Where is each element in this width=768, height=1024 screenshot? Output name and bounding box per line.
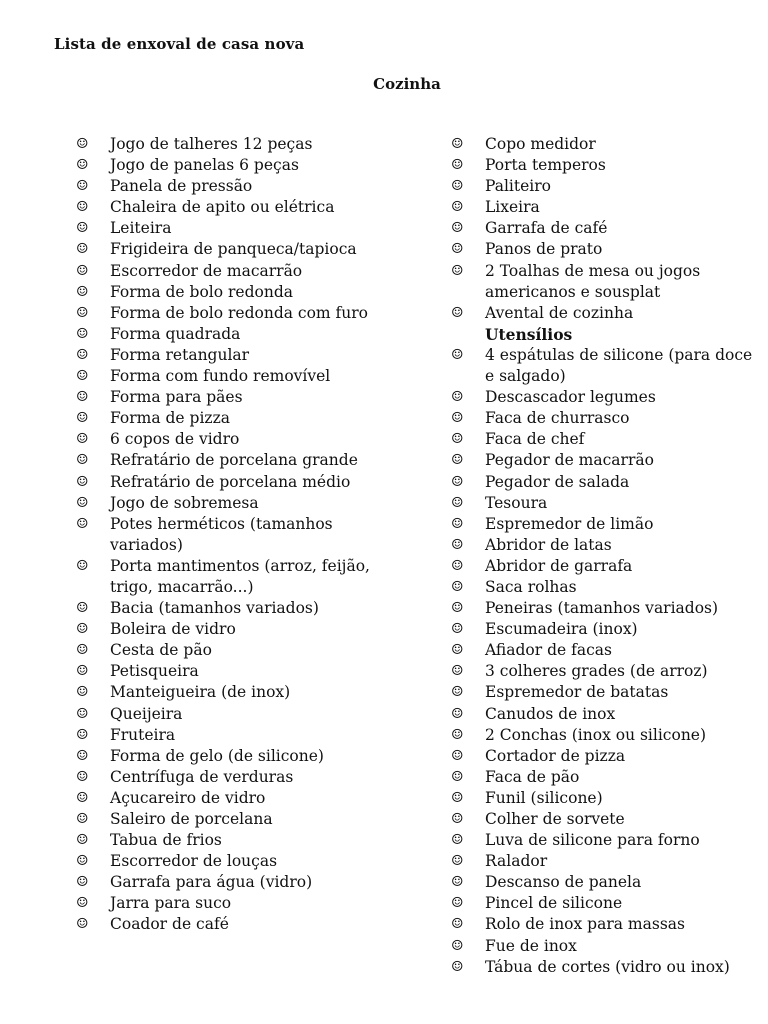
list-item-label: Chaleira de apito ou elétrica (110, 198, 335, 217)
list-item-label: Pincel de silicone (485, 894, 623, 913)
smiley-bullet-icon: ☺ (451, 600, 464, 617)
smiley-bullet-icon: ☺ (451, 768, 464, 785)
list-item (451, 577, 763, 598)
smiley-bullet-icon: ☺ (451, 832, 464, 849)
smiley-bullet-icon: ☺ (76, 789, 89, 806)
smiley-bullet-icon: ☺ (76, 663, 89, 680)
list-item-label: Refratário de porcelana médio (110, 472, 351, 491)
list-item (76, 324, 396, 345)
list-item (451, 345, 763, 387)
list-item (451, 387, 763, 408)
list-item-label: Garrafa de café (485, 219, 608, 238)
smiley-bullet-icon: ☺ (76, 811, 89, 827)
list-item-label: Tesoura (485, 493, 548, 512)
list-item-label: Descanso de panela (485, 873, 642, 892)
list-item (451, 851, 763, 872)
smiley-bullet-icon: ☺ (76, 494, 89, 511)
smiley-bullet-icon: ☺ (451, 642, 464, 659)
list-item-label: Cortador de pizza (485, 746, 626, 765)
list-item-label: Funil (silicone) (485, 788, 603, 807)
list-item-label: 3 colheres grades (de arroz) (485, 662, 708, 681)
smiley-bullet-icon: ☺ (76, 325, 89, 342)
list-item (76, 261, 396, 282)
list-item-label: Abridor de latas (485, 535, 612, 554)
list-item (76, 640, 396, 661)
list-item (451, 640, 763, 661)
list-item-label: Escorredor de louças (110, 852, 278, 871)
list-item (76, 429, 396, 450)
smiley-bullet-icon: ☺ (76, 621, 89, 638)
list-item-label: 6 copos de vidro (110, 430, 240, 449)
smiley-bullet-icon: ☺ (76, 452, 89, 469)
list-item-label: Afiador de facas (485, 641, 612, 660)
list-item (76, 472, 396, 493)
right-group-b (451, 345, 763, 978)
list-item (76, 493, 396, 514)
list-item-label: Açucareiro de vidro (110, 788, 266, 807)
list-item (76, 682, 396, 703)
smiley-bullet-icon: ☺ (451, 937, 464, 954)
smiley-bullet-icon: ☺ (451, 789, 464, 806)
right-checklist (451, 134, 763, 978)
list-item (451, 893, 763, 914)
smiley-bullet-icon: ☺ (451, 684, 464, 701)
list-item-label: Bacia (tamanhos variados) (110, 599, 319, 618)
list-item (76, 893, 396, 914)
list-item-label: Forma retangular (110, 345, 250, 364)
list-item-label: Canudos de inox (485, 704, 616, 723)
list-item-label: Faca de churrasco (485, 409, 630, 428)
list-item-label: Ralador (485, 852, 548, 871)
list-item-label: Jogo de talheres 12 peças (110, 135, 313, 153)
list-item-label: Cesta de pão (110, 641, 212, 660)
list-item (451, 472, 763, 493)
list-item-label: Leiteira (110, 219, 172, 238)
list-item (451, 535, 763, 556)
list-item-label: Descascador legumes (485, 388, 656, 407)
smiley-bullet-icon: ☺ (451, 452, 464, 469)
list-item-label: Saca rolhas (485, 577, 577, 596)
smiley-bullet-icon: ☺ (76, 600, 89, 617)
smiley-bullet-icon: ☺ (451, 874, 464, 891)
list-item-label: Forma de pizza (110, 409, 230, 428)
list-item (451, 767, 763, 788)
smiley-bullet-icon: ☺ (76, 136, 89, 152)
smiley-bullet-icon: ☺ (451, 726, 464, 743)
smiley-bullet-icon: ☺ (76, 916, 89, 933)
list-item (451, 155, 763, 176)
smiley-bullet-icon: ☺ (451, 663, 464, 680)
list-item-label: Panela de pressão (110, 177, 253, 196)
smiley-bullet-icon: ☺ (451, 515, 464, 532)
list-item-label: Tabua de frios (110, 831, 222, 850)
list-item-label: Jarra para suco (110, 894, 232, 913)
list-item-label: Boleira de vidro (110, 620, 236, 639)
list-item (76, 830, 396, 851)
list-item (451, 872, 763, 893)
list-item (451, 176, 763, 197)
smiley-bullet-icon: ☺ (451, 578, 464, 595)
list-item (76, 134, 396, 155)
smiley-bullet-icon: ☺ (451, 431, 464, 448)
list-item-label: Forma de bolo redonda (110, 282, 293, 301)
list-item (451, 261, 763, 303)
list-item (451, 914, 763, 935)
list-item-label: Forma para pães (110, 388, 243, 407)
list-item (76, 218, 396, 239)
list-item (451, 197, 763, 218)
list-item (76, 366, 396, 387)
smiley-bullet-icon: ☺ (76, 157, 89, 174)
smiley-bullet-icon: ☺ (451, 494, 464, 511)
list-item (76, 282, 396, 303)
smiley-bullet-icon: ☺ (76, 684, 89, 701)
list-item (76, 809, 396, 830)
list-item (76, 303, 396, 324)
list-item (76, 619, 396, 640)
smiley-bullet-icon: ☺ (76, 304, 89, 321)
list-item-label: Porta mantimentos (arroz, feijão, trigo, macarrão...) (110, 556, 370, 596)
list-item-label: Refratário de porcelana grande (110, 451, 358, 470)
smiley-bullet-icon: ☺ (451, 557, 464, 574)
right-group-a (451, 134, 763, 324)
smiley-bullet-icon: ☺ (451, 853, 464, 870)
smiley-bullet-icon: ☺ (76, 220, 89, 237)
smiley-bullet-icon: ☺ (451, 811, 464, 827)
smiley-bullet-icon: ☺ (76, 642, 89, 659)
section-title-cozinha: Cozinha (373, 75, 441, 93)
list-item (451, 746, 763, 767)
list-item-label: Avental de cozinha (485, 303, 634, 322)
list-item (451, 661, 763, 682)
list-item-label: Queijeira (110, 704, 183, 723)
list-item-label: Saleiro de porcelana (110, 810, 273, 828)
list-item-label: Forma de gelo (de silicone) (110, 746, 324, 765)
list-item-label: Petisqueira (110, 662, 199, 681)
smiley-bullet-icon: ☺ (76, 410, 89, 427)
list-item (76, 197, 396, 218)
smiley-bullet-icon: ☺ (451, 157, 464, 174)
list-item (76, 851, 396, 872)
smiley-bullet-icon: ☺ (451, 199, 464, 216)
list-item (76, 514, 396, 556)
smiley-bullet-icon: ☺ (76, 199, 89, 216)
smiley-bullet-icon: ☺ (76, 557, 89, 574)
smiley-bullet-icon: ☺ (76, 473, 89, 490)
list-item-label: Escorredor de macarrão (110, 261, 303, 280)
list-item (76, 598, 396, 619)
list-item-label: Lixeira (485, 198, 540, 217)
smiley-bullet-icon: ☺ (76, 389, 89, 406)
list-item-label: Centrífuga de verduras (110, 767, 294, 786)
list-item (76, 155, 396, 176)
smiley-bullet-icon: ☺ (451, 916, 464, 933)
list-item (451, 493, 763, 514)
smiley-bullet-icon: ☺ (76, 895, 89, 912)
list-item (451, 936, 763, 957)
list-item-label: Peneiras (tamanhos variados) (485, 599, 719, 618)
list-item (451, 725, 763, 746)
smiley-bullet-icon: ☺ (76, 283, 89, 300)
list-item-label: Forma de bolo redonda com furo (110, 303, 369, 322)
list-item (451, 682, 763, 703)
smiley-bullet-icon: ☺ (451, 262, 464, 279)
list-item (76, 746, 396, 767)
list-item (451, 450, 763, 471)
list-item-label: Pegador de salada (485, 472, 630, 491)
list-item-label: Escumadeira (inox) (485, 620, 638, 639)
list-item (451, 598, 763, 619)
list-item-label: Manteigueira (de inox) (110, 683, 291, 702)
list-item-label: Pegador de macarrão (485, 451, 654, 470)
list-item-label: Forma com fundo removível (110, 367, 331, 386)
smiley-bullet-icon: ☺ (451, 178, 464, 195)
list-item (451, 704, 763, 725)
smiley-bullet-icon: ☺ (76, 853, 89, 870)
list-item-label: Colher de sorvete (485, 810, 625, 828)
list-item-label: Potes herméticos (tamanhos variados) (110, 514, 333, 554)
list-item-label: Frigideira de panqueca/tapioca (110, 240, 357, 259)
list-item-label: Porta temperos (485, 156, 606, 175)
list-item-label: 2 Toalhas de mesa ou jogos americanos e sousplat (485, 261, 701, 301)
list-item-label: Panos de prato (485, 240, 603, 259)
list-item (76, 408, 396, 429)
list-item (451, 809, 763, 830)
list-item-label: Espremedor de batatas (485, 683, 669, 702)
list-item (451, 218, 763, 239)
smiley-bullet-icon: ☺ (76, 768, 89, 785)
list-item (76, 176, 396, 197)
list-item (451, 556, 763, 577)
list-item-label: Paliteiro (485, 177, 551, 196)
list-item-label: Abridor de garrafa (485, 556, 633, 575)
list-item (76, 725, 396, 746)
list-item-label: Rolo de inox para massas (485, 915, 685, 934)
smiley-bullet-icon: ☺ (76, 178, 89, 195)
list-item-label: Faca de chef (485, 430, 585, 449)
list-item (451, 514, 763, 535)
subheading-utensilios: Utensílios (485, 324, 573, 344)
smiley-bullet-icon: ☺ (451, 304, 464, 321)
list-item-label: Jogo de panelas 6 peças (110, 156, 299, 175)
list-item-label: Faca de pão (485, 767, 580, 786)
smiley-bullet-icon: ☺ (451, 895, 464, 912)
list-item-label: Forma quadrada (110, 324, 241, 343)
smiley-bullet-icon: ☺ (451, 410, 464, 427)
list-item (76, 767, 396, 788)
list-item (451, 619, 763, 640)
smiley-bullet-icon: ☺ (76, 705, 89, 722)
list-item (451, 303, 763, 324)
list-item (76, 239, 396, 260)
list-item-label: Coador de café (110, 915, 229, 934)
list-item (451, 408, 763, 429)
list-item (451, 830, 763, 851)
smiley-bullet-icon: ☺ (76, 515, 89, 532)
smiley-bullet-icon: ☺ (451, 705, 464, 722)
list-item (451, 134, 763, 155)
left-checklist (76, 134, 396, 936)
list-item-label: Luva de silicone para forno (485, 831, 700, 850)
smiley-bullet-icon: ☺ (451, 220, 464, 237)
smiley-bullet-icon: ☺ (451, 473, 464, 490)
list-item-label: Garrafa para água (vidro) (110, 873, 313, 892)
list-item (76, 661, 396, 682)
smiley-bullet-icon: ☺ (451, 136, 464, 152)
document-title: Lista de enxoval de casa nova (54, 35, 305, 53)
list-item-label: 2 Conchas (inox ou silicone) (485, 725, 707, 744)
list-item (76, 556, 396, 598)
list-item-label: Copo medidor (485, 135, 596, 153)
list-item (76, 788, 396, 809)
list-item (451, 429, 763, 450)
smiley-bullet-icon: ☺ (451, 536, 464, 553)
smiley-bullet-icon: ☺ (451, 958, 464, 975)
smiley-bullet-icon: ☺ (451, 747, 464, 764)
list-item (451, 239, 763, 260)
list-item-label: Jogo de sobremesa (110, 493, 259, 512)
smiley-bullet-icon: ☺ (451, 346, 464, 363)
list-item (76, 345, 396, 366)
list-item-label: Fruteira (110, 725, 176, 744)
smiley-bullet-icon: ☺ (76, 241, 89, 258)
smiley-bullet-icon: ☺ (76, 346, 89, 363)
smiley-bullet-icon: ☺ (76, 874, 89, 891)
smiley-bullet-icon: ☺ (451, 621, 464, 638)
list-item-label: 4 espátulas de silicone (para doce e salgado) (485, 345, 753, 386)
list-item (76, 914, 396, 935)
list-item-label: Espremedor de limão (485, 514, 654, 533)
list-item (451, 788, 763, 809)
list-item-label: Fue de inox (485, 936, 577, 955)
smiley-bullet-icon: ☺ (76, 832, 89, 849)
smiley-bullet-icon: ☺ (451, 241, 464, 258)
smiley-bullet-icon: ☺ (76, 726, 89, 743)
list-item (76, 872, 396, 893)
list-item-label: Tábua de cortes (vidro ou inox) (485, 957, 730, 976)
list-item (76, 387, 396, 408)
list-item (76, 704, 396, 725)
smiley-bullet-icon: ☺ (76, 431, 89, 448)
list-item (76, 450, 396, 471)
smiley-bullet-icon: ☺ (76, 747, 89, 764)
smiley-bullet-icon: ☺ (76, 368, 89, 385)
list-item (451, 957, 763, 978)
smiley-bullet-icon: ☺ (451, 389, 464, 406)
smiley-bullet-icon: ☺ (76, 262, 89, 279)
